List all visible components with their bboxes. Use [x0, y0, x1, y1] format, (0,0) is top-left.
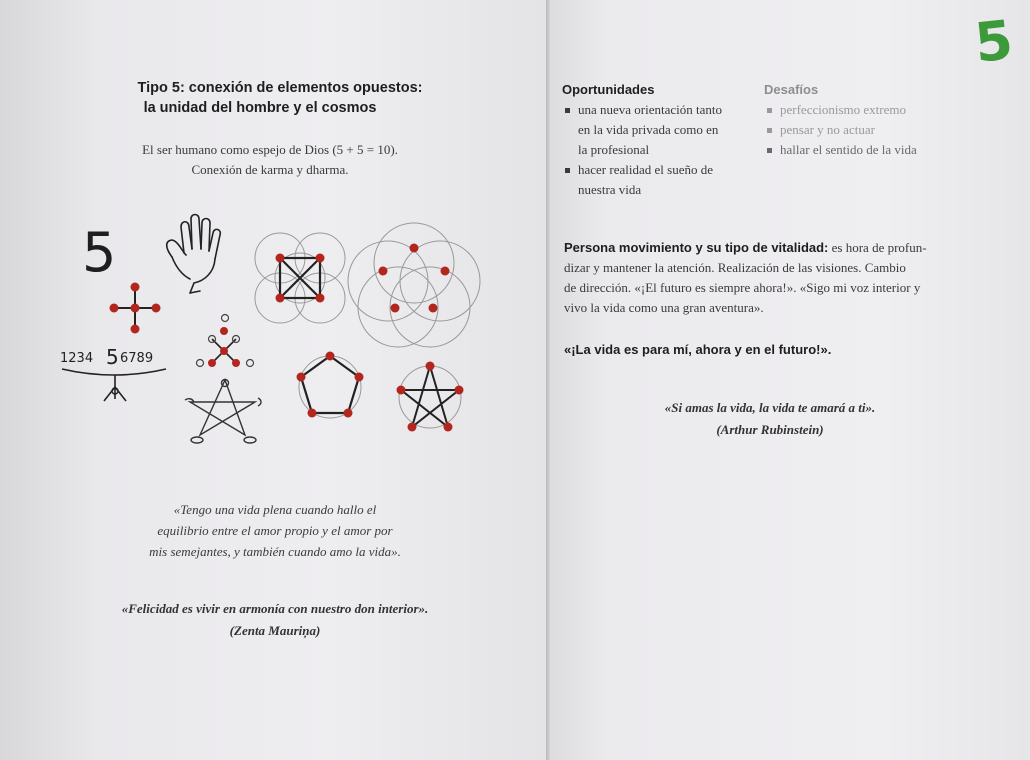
number-row-start: 1234	[60, 351, 94, 366]
desafios-heading: Desafíos	[764, 82, 819, 97]
desafios-section	[764, 80, 984, 160]
intro-line-1: El ser humano como espejo de Dios (5 + 5 = 10).	[142, 142, 398, 157]
square-circles-symbol	[255, 233, 345, 323]
symbols-illustration	[40, 205, 510, 460]
rubinstein-quote-line: «Si amas la vida, la vida te amará a ti».	[664, 400, 876, 415]
motto: «¡La vida es para mí, ahora y en el futuro!».	[564, 342, 832, 357]
quote1-line-3: mis semejantes, y también cuando amo la vida».	[149, 544, 401, 559]
title-line-1: Tipo 5: conexión de elementos opuestos:	[137, 80, 423, 96]
number-row-mid: 5	[106, 345, 119, 369]
vitalidad-line-4: vivo la vida como una gran aventura».	[564, 300, 764, 315]
vitalidad-paragraph	[564, 238, 984, 318]
five-circle-flower	[348, 223, 480, 347]
page-number: 5	[971, 8, 1016, 75]
oportunidades-section	[562, 80, 762, 200]
list-item	[562, 160, 762, 200]
list-item: perfeccionismo extremo	[764, 100, 984, 120]
book-spine	[546, 0, 550, 760]
page-title	[70, 78, 490, 118]
big-numeral-5: 5	[82, 221, 117, 284]
title-line-2: la unidad del hombre y el cosmos	[143, 100, 377, 116]
rubinstein-author: (Arthur Rubinstein)	[716, 422, 824, 437]
quote-plena-vida	[60, 499, 490, 562]
list-item: pensar y no actuar	[764, 120, 984, 140]
quote2-author: (Zenta Mauriņa)	[229, 623, 321, 638]
intro-text	[50, 140, 490, 180]
pentagram-circle-symbol	[397, 362, 464, 432]
quote-rubinstein	[560, 397, 980, 441]
human-star-figure	[185, 380, 261, 444]
desafios-list	[764, 100, 984, 160]
oportunidad-1-line-3: la profesional	[578, 142, 650, 157]
oportunidades-list	[562, 100, 762, 200]
list-item: hallar el sentido de la vida	[764, 140, 984, 160]
vitalidad-line-2: dizar y mantener la atención. Realización de las visiones. Cambio	[564, 260, 906, 275]
intro-line-2: Conexión de karma y dharma.	[191, 162, 349, 177]
pentagon-circle-symbol	[297, 352, 364, 419]
oportunidad-2-line-2: nuestra vida	[578, 182, 642, 197]
triangle-dots-symbol	[197, 315, 254, 368]
hand-icon	[167, 215, 221, 294]
quote2-line-1: «Felicidad es vivir en armonía con nuestro don interior».	[121, 601, 429, 616]
quote1-line-1: «Tengo una vida plena cuando hallo el	[173, 502, 377, 517]
list-item	[562, 100, 762, 160]
number-balance-symbol	[60, 345, 166, 401]
oportunidad-1-line-1: una nueva orientación tanto	[578, 102, 723, 117]
quote1-line-2: equilibrio entre el amor propio y el amor por	[157, 523, 393, 538]
quote-felicidad	[50, 598, 500, 642]
oportunidad-1-line-2: en la vida privada como en	[578, 122, 719, 137]
oportunidades-heading: Oportunidades	[562, 82, 655, 97]
vitalidad-label: Persona movimiento y su tipo de vitalidad:	[564, 240, 829, 255]
oportunidad-2-line-1: hacer realidad el sueño de	[578, 162, 713, 177]
vitalidad-line-1: es hora de profun-	[828, 240, 927, 255]
vitalidad-line-3: de dirección. «¡El futuro es siempre ahora!». «Sigo mi voz interior y	[564, 280, 921, 295]
number-row-end: 6789	[120, 351, 154, 366]
cross-five-dots	[110, 283, 161, 334]
